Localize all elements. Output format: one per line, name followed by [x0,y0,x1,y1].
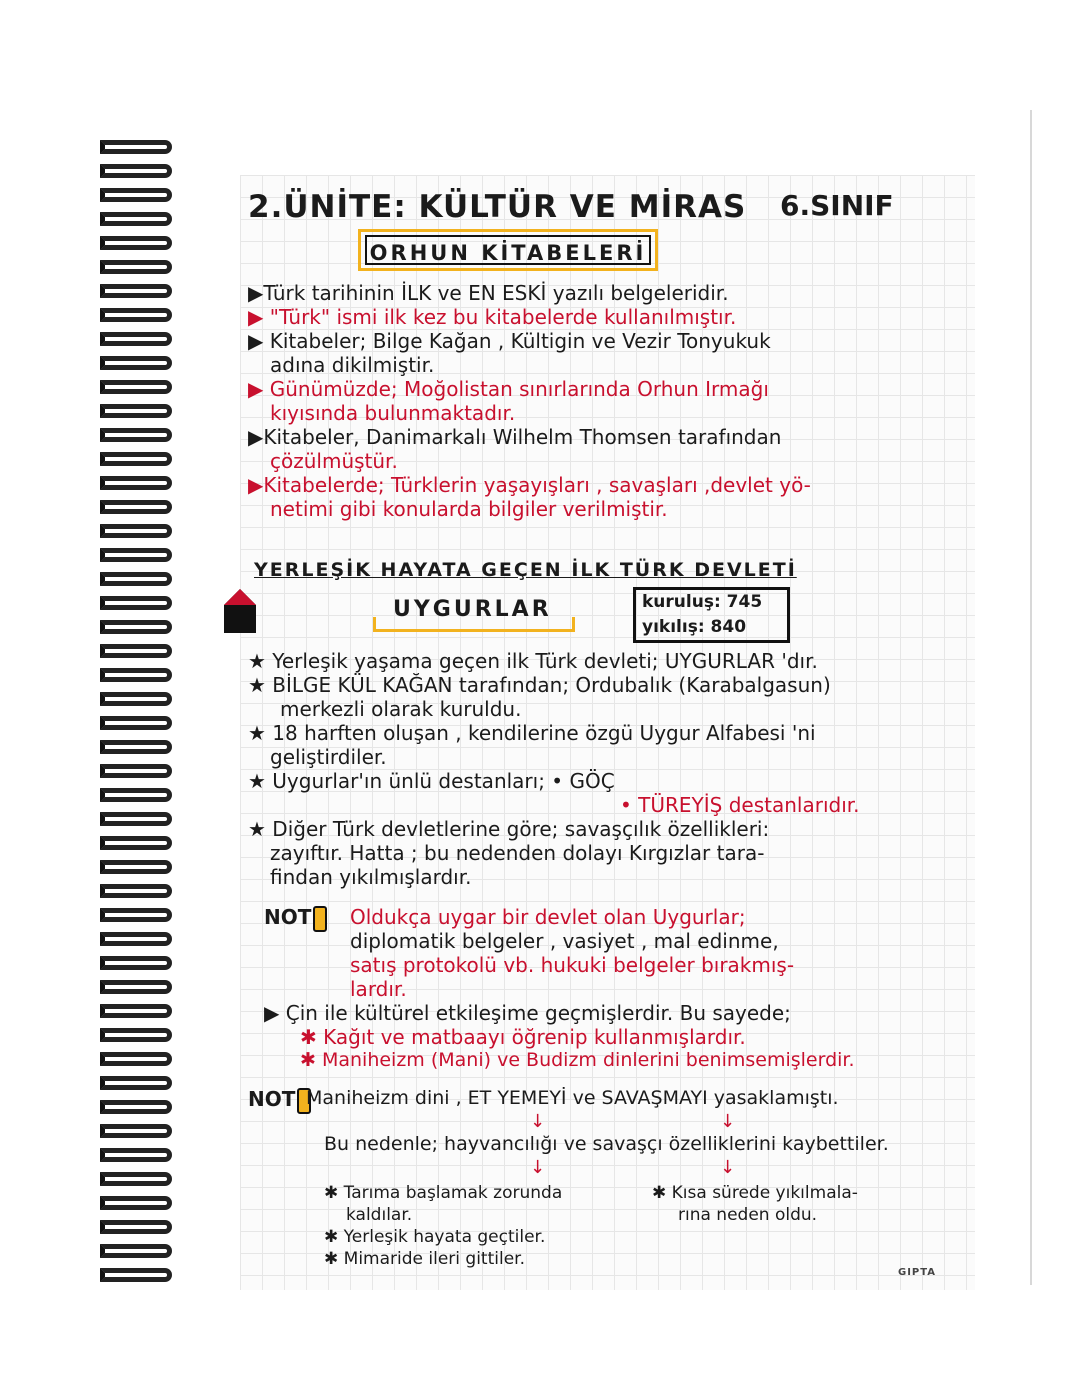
dates-box [633,587,790,643]
uygur-line-3: merkezli olarak kuruldu. [280,697,522,721]
orhun-title-box [358,229,658,271]
spiral-coil [100,908,172,922]
spiral-coil [100,260,172,274]
left-result-4: ✱ Mimaride ileri gittiler. [324,1249,525,1269]
spiral-coil [100,284,172,298]
note1-label [264,905,329,932]
right-result-2: rına neden oldu. [678,1205,818,1225]
brand-logo: GIPTA [898,1267,937,1278]
orhun-line-3: ▶ Kitabeler; Bilge Kağan , Kültigin ve Vezir Tonyukuk [248,329,771,353]
spiral-coil [100,452,172,466]
arrow-down-icon: ↓ [720,1111,736,1132]
page-edge [1030,110,1032,1285]
spiral-coil [100,308,172,322]
spiral-coil [100,764,172,778]
uygur-line-6: ★ Uygurlar'ın ünlü destanları; • GÖÇ [248,769,615,793]
spiral-coil [100,1052,172,1066]
note1-line-4: lardır. [350,977,407,1001]
spiral-coil [100,1124,172,1138]
uygur-line-4: ★ 18 harften oluşan , kendilerine özgü Uygur Alfabesi 'ni [248,721,816,745]
spiral-coil [100,716,172,730]
orhun-title: ORHUN KİTABELERİ [365,235,651,265]
left-result-1: ✱ Tarıma başlamak zorunda [324,1183,563,1203]
left-result-2: kaldılar. [346,1205,413,1225]
spiral-coil [100,692,172,706]
note1-line-2: diplomatik belgeler , vasiyet , mal edinme, [350,929,779,953]
uygur-line-10: findan yıkılmışlardır. [270,865,472,889]
spiral-coil [100,956,172,970]
spiral-coil [100,1076,172,1090]
orhun-line-1: ▶Türk tarihinin İLK ve EN ESKİ yazılı belgeleridir. [248,281,729,305]
spiral-coil [100,836,172,850]
orhun-line-7: ▶Kitabeler, Danimarkalı Wilhelm Thomsen tarafından [248,425,782,449]
spiral-coil [100,164,172,178]
spiral-coil [100,572,172,586]
spiral-coil [100,1268,172,1282]
arrow-down-icon: ↓ [720,1157,736,1178]
right-result-1: ✱ Kısa sürede yıkılmala- [652,1183,858,1203]
section-heading-settled-state: YERLEŞİK HAYATA GEÇEN İLK TÜRK DEVLETİ [254,559,797,581]
orhun-line-6: kıyısında bulunmaktadır. [270,401,516,425]
spiral-coil [100,356,172,370]
spiral-coil [100,1172,172,1186]
china-line-1: ▶ Çin ile kültürel etkileşime geçmişlerdir. Bu sayede; [264,1001,791,1025]
spiral-coil [100,428,172,442]
note2-line: Maniheizm dini , ET YEMEYİ ve SAVAŞMAYI yasaklamıştı. [306,1087,839,1109]
note1-line-3: satış protokolü vb. hukuki belgeler bırakmış- [350,953,795,977]
uygur-title: UYGURLAR [393,597,552,622]
china-line-2: ✱ Kağıt ve matbaayı öğrenip kullanmışlardır. [300,1025,746,1049]
spiral-coil [100,740,172,754]
spiral-coil [100,812,172,826]
note1-text: NOT [264,905,312,929]
spiral-coil [100,668,172,682]
spiral-coil [100,140,172,154]
spiral-coil [100,500,172,514]
orhun-line-10: netimi gibi konularda bilgiler verilmiştir. [270,497,668,521]
uygur-line-5: geliştirdiler. [270,745,387,769]
orhun-line-8: çözülmüştür. [270,449,398,473]
uygur-line-7: • TÜREYİŞ destanlarıdır. [620,793,860,817]
spiral-coil [100,404,172,418]
spiral-coil [100,932,172,946]
grade-label: 6.SINIF [780,189,894,222]
spiral-coil [100,524,172,538]
spiral-coil [100,1028,172,1042]
uygur-line-9: zayıftır. Hatta ; bu nedenden dolayı Kırgızlar tara- [270,841,765,865]
spiral-coil [100,788,172,802]
spiral-coil [100,1220,172,1234]
spiral-coil [100,476,172,490]
spiral-coil [100,1244,172,1258]
orhun-line-5: ▶ Günümüzde; Moğolistan sınırlarında Orhun Irmağı [248,377,769,401]
uygur-title-box [373,595,571,637]
spiral-coil [100,596,172,610]
unit-title: 2.ÜNİTE: KÜLTÜR VE MİRAS [248,189,747,225]
left-result-3: ✱ Yerleşik hayata geçtiler. [324,1227,546,1247]
notebook-page [240,175,975,1290]
notebook-spiral [100,140,180,1290]
spiral-coil [100,860,172,874]
spiral-coil [100,1004,172,1018]
spiral-coil [100,380,172,394]
uygur-line-1: ★ Yerleşik yaşama geçen ilk Türk devleti; UYGURLAR 'dır. [248,649,818,673]
orhun-line-2: ▶ "Türk" ismi ilk kez bu kitabelerde kullanılmıştır. [248,305,737,329]
spiral-coil [100,620,172,634]
spiral-coil [100,884,172,898]
spiral-coil [100,980,172,994]
orhun-line-4: adına dikilmiştir. [270,353,435,377]
spiral-coil [100,644,172,658]
exclamation-icon [313,906,327,932]
uygur-line-8: ★ Diğer Türk devletlerine göre; savaşçılık özellikleri: [248,817,770,841]
fallen-date: yıkılış: 840 [642,617,747,637]
note2-reason: Bu nedenle; hayvancılığı ve savaşçı özelliklerini kaybettiler. [324,1133,889,1155]
spiral-coil [100,1148,172,1162]
spiral-coil [100,332,172,346]
china-line-3: ✱ Maniheizm (Mani) ve Budizm dinlerini benimsemişlerdir. [300,1049,855,1071]
uygur-title-bracket [373,617,575,632]
note2-label [248,1087,313,1114]
arrow-down-icon: ↓ [530,1111,546,1132]
uygur-line-2: ★ BİLGE KÜL KAĞAN tarafından; Ordubalık (Karabalgasun) [248,673,831,697]
note2-text: NOT [248,1087,296,1111]
spiral-coil [100,1196,172,1210]
spiral-coil [100,236,172,250]
orhun-line-9: ▶Kitabelerde; Türklerin yaşayışları , savaşları ,devlet yö- [248,473,811,497]
founded-date: kuruluş: 745 [642,592,763,612]
spiral-coil [100,188,172,202]
spiral-coil [100,212,172,226]
house-icon [222,587,258,635]
arrow-down-icon: ↓ [530,1157,546,1178]
spiral-coil [100,548,172,562]
spiral-coil [100,1100,172,1114]
note1-line-1: Oldukça uygar bir devlet olan Uygurlar; [350,905,746,929]
